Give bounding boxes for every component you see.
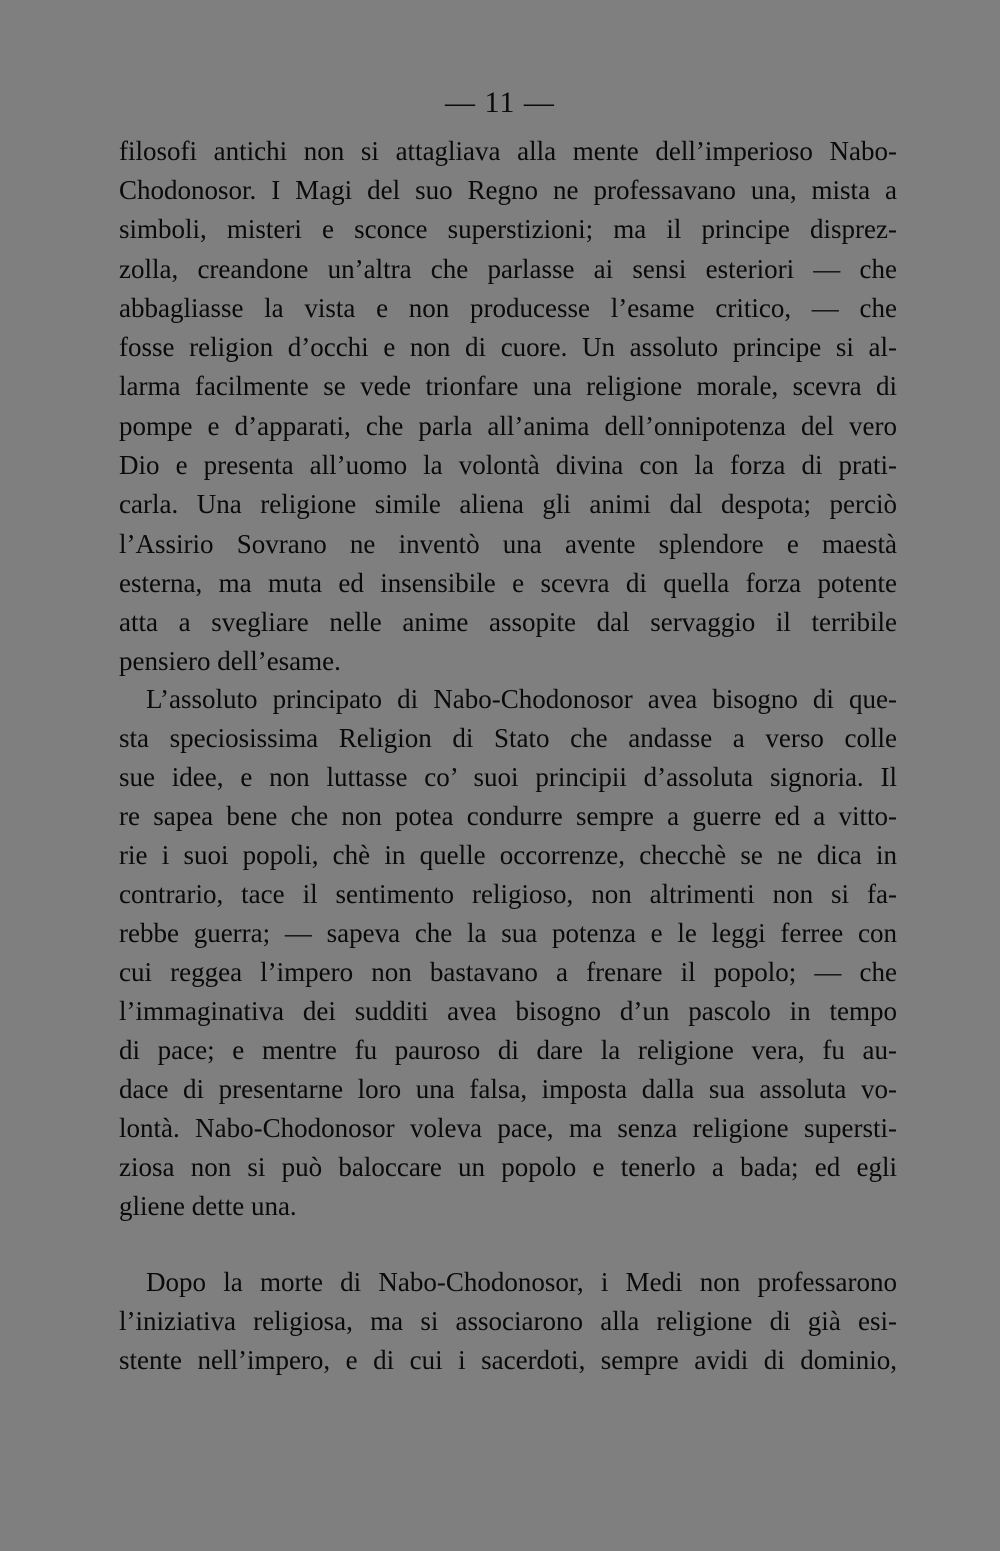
text-line: esterna, ma muta ed insensibile e scevra di quella forza potente <box>119 568 897 598</box>
text-line: di pace; e mentre fu pauroso di dare la religione vera, fu au- <box>119 1035 897 1065</box>
text-line: Chodonosor. I Magi del suo Regno ne professavano una, mista a <box>119 175 897 205</box>
text-line: filosofi antichi non si attagliava alla mente dell’imperioso Nabo- <box>119 136 897 166</box>
text-line: fosse religion d’occhi e non di cuore. Un assoluto principe si al- <box>119 332 897 362</box>
text-line: l’immaginativa dei sudditi avea bisogno d’un pascolo in tempo <box>119 996 897 1026</box>
text-line: atta a svegliare nelle anime assopite dal servaggio il terribile <box>119 607 897 637</box>
text-line: dace di presentarne loro una falsa, imposta dalla sua assoluta vo- <box>119 1074 897 1104</box>
text-line: gliene dette una. <box>119 1191 297 1221</box>
text-line: rebbe guerra; — sapeva che la sua potenza e le leggi ferree con <box>119 918 897 948</box>
text-line: carla. Una religione simile aliena gli animi dal despota; perciò <box>119 489 897 519</box>
text-line: Dio e presenta all’uomo la volontà divina con la forza di prati- <box>119 450 897 480</box>
text-line: zolla, creandone un’altra che parlasse ai sensi esteriori — che <box>119 254 897 284</box>
text-line: abbagliasse la vista e non producesse l’esame critico, — che <box>119 293 897 323</box>
text-line: sue idee, e non luttasse co’ suoi principii d’assoluta signoria. Il <box>119 762 897 792</box>
text-line: stente nell’impero, e di cui i sacerdoti, sempre avidi di dominio, <box>119 1345 897 1375</box>
text-line: ziosa non si può baloccare un popolo e tenerlo a bada; ed egli <box>119 1152 897 1182</box>
text-line: pensiero dell’esame. <box>119 646 341 676</box>
text-line: sta speciosissima Religion di Stato che andasse a verso colle <box>119 723 897 753</box>
text-line: re sapea bene che non potea condurre sempre a guerre ed a vitto- <box>119 801 897 831</box>
text-line: l’Assirio Sovrano ne inventò una avente splendore e maestà <box>119 529 897 559</box>
text-line: L’assoluto principato di Nabo-Chodonosor avea bisogno di que- <box>146 684 897 714</box>
text-line: pompe e d’apparati, che parla all’anima dell’onnipotenza del vero <box>119 411 897 441</box>
text-line: lontà. Nabo-Chodonosor voleva pace, ma senza religione supersti- <box>119 1113 897 1143</box>
text-line: cui reggea l’impero non bastavano a frenare il popolo; — che <box>119 957 897 987</box>
text-line: rie i suoi popoli, chè in quelle occorrenze, checchè se ne dica in <box>119 840 897 870</box>
page-number: — 11 — <box>445 86 555 119</box>
text-line: simboli, misteri e sconce superstizioni; ma il principe disprez- <box>119 214 897 244</box>
text-line: l’iniziativa religiosa, ma si associarono alla religione di già esi- <box>119 1306 897 1336</box>
text-line: contrario, tace il sentimento religioso, non altrimenti non si fa- <box>119 879 897 909</box>
text-line: larma facilmente se vede trionfare una religione morale, scevra di <box>119 371 897 401</box>
text-line: Dopo la morte di Nabo-Chodonosor, i Medi non professarono <box>146 1267 897 1297</box>
